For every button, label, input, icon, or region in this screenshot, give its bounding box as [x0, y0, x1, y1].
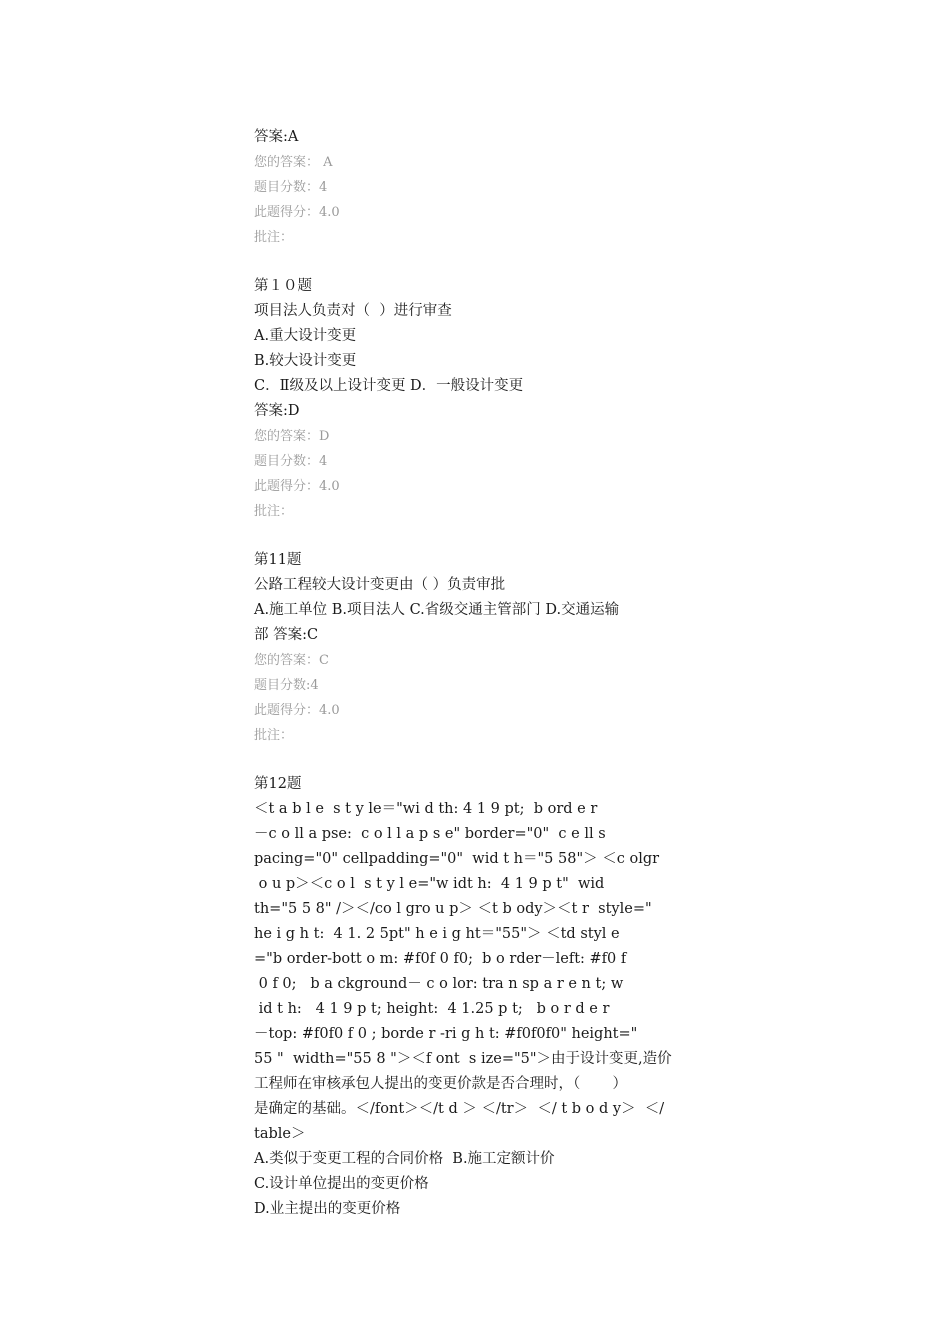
- q10-comment: 批注：: [254, 504, 294, 519]
- q12-stem-line: pacing="0" cellpadding="0" wid t h＝"5 58"＞ ＜c olgr: [254, 851, 660, 867]
- q9-score: 此题得分：4.0: [254, 205, 340, 220]
- document-page: [254, 125, 694, 1222]
- q12-option-d: D.业主提出的变更价格: [254, 1201, 401, 1217]
- q12-stem-line: o u p＞＜c o l s t y l e="w idt h: 4 1 9 p t" wid: [254, 876, 605, 892]
- q10-points: 题目分数：4: [254, 454, 328, 469]
- q12-stem-line: －top: #f0f0 f 0 ; borde r -ri g h t: #f0f0f0" height=": [254, 1026, 638, 1042]
- q11-comment: 批注：: [254, 728, 294, 743]
- q12-stem-line: table＞: [254, 1126, 306, 1142]
- spacer: [254, 524, 694, 548]
- q12-stem-line: 55 " width="55 8 "＞＜f ont s ize="5"＞由于设计变更,造价: [254, 1051, 672, 1067]
- q10-your-answer: 您的答案：D: [254, 429, 330, 444]
- q10-option-b: B.较大设计变更: [254, 353, 357, 369]
- q9-comment: 批注：: [254, 230, 294, 245]
- q10-option-cd: C．Ⅱ级及以上设计变更 D．一般设计变更: [254, 378, 524, 394]
- q11-title: 第11题: [254, 552, 302, 568]
- q9-your-answer: 您的答案： A: [254, 155, 333, 170]
- q12-stem-line: 工程师在审核承包人提出的变更价款是否合理时，（ ）: [254, 1076, 628, 1092]
- spacer: [254, 748, 694, 772]
- q12-stem-line: ＜t a b l e s t y le＝"wi d th: 4 1 9 pt; b ord e r: [254, 801, 598, 817]
- q10-title: 第１０题: [254, 278, 312, 294]
- q12-stem-line: 是确定的基础。＜/font＞＜/t d ＞ ＜/tr＞ ＜/ t b o d y＞ ＜/: [254, 1101, 665, 1117]
- spacer: [254, 250, 694, 274]
- q12-stem-line: id t h: 4 1 9 p t; height: 4 1.25 p t; b o r d e r: [254, 1001, 610, 1017]
- q11-points: 题目分数:4: [254, 678, 319, 693]
- q10-option-a: A.重大设计变更: [254, 328, 357, 344]
- q10-answer: 答案:D: [254, 403, 300, 419]
- q10-score: 此题得分：4.0: [254, 479, 340, 494]
- q12-stem-line: he i g h t: 4 1. 2 5pt" h e i g ht＝"55"＞ ＜td styl e: [254, 926, 620, 942]
- q12-stem-line: －c o ll a pse: c o l l a p s e" border="0" c e ll s: [254, 826, 606, 842]
- q9-points: 题目分数：4: [254, 180, 328, 195]
- q12-stem-line: th="5 5 8" /＞＜/co l gro u p＞ ＜t b ody＞＜t r style=": [254, 901, 652, 917]
- q11-stem: 公路工程较大设计变更由（ ）负责审批: [254, 577, 506, 593]
- q12-option-c: C.设计单位提出的变更价格: [254, 1176, 429, 1192]
- q12-option-ab: A.类似于变更工程的合同价格 B.施工定额计价: [254, 1151, 555, 1167]
- q11-options-line2: 部 答案:C: [254, 627, 319, 643]
- q12-title: 第12题: [254, 776, 302, 792]
- q11-options-line1: A.施工单位 B.项目法人 C.省级交通主管部门 D.交通运输: [254, 602, 620, 618]
- q10-stem: 项目法人负责对（ ）进行审查: [254, 303, 452, 319]
- q11-score: 此题得分：4.0: [254, 703, 340, 718]
- q9-answer: 答案:A: [254, 129, 299, 145]
- q12-stem-line: 0 f 0; b a ckground－ c o lor: tra n sp a r e n t; w: [254, 976, 624, 992]
- q12-stem-line: ="b order-bott o m: #f0f 0 f0; b o rder－left: #f0 f: [254, 951, 627, 967]
- q11-your-answer: 您的答案：C: [254, 653, 329, 668]
